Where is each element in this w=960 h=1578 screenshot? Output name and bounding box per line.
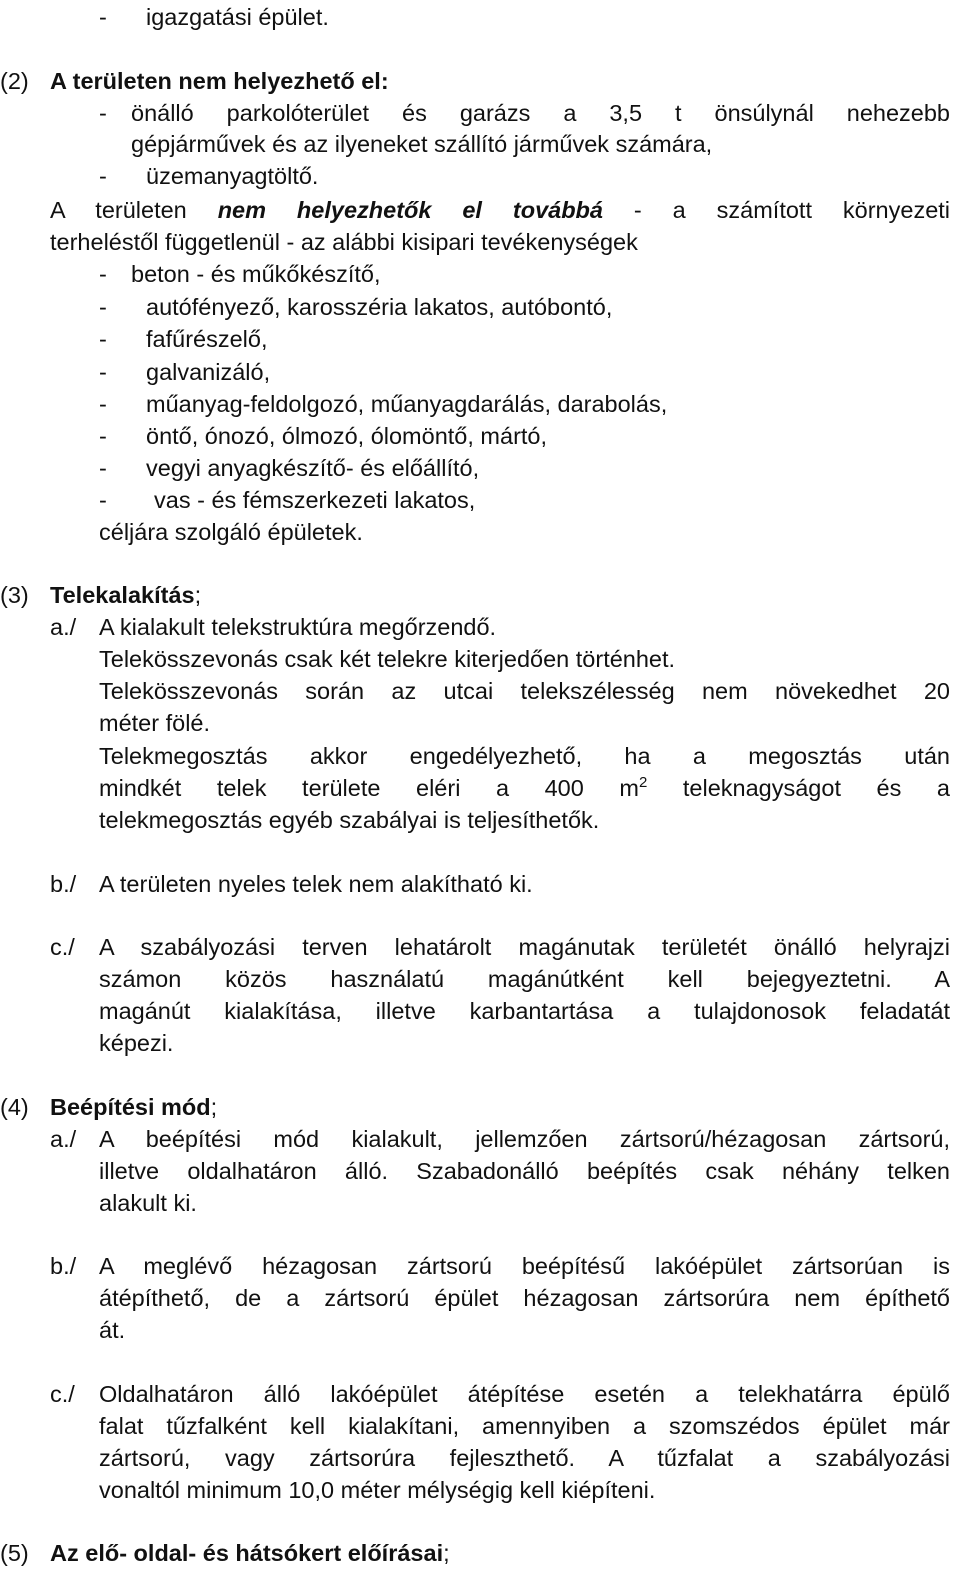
list-dash: - xyxy=(99,391,107,417)
heading-text: Telekalakítás xyxy=(50,582,195,608)
list-dash: - xyxy=(99,163,107,189)
list-item: galvanizáló, xyxy=(146,359,271,385)
paragraph-text: A területen xyxy=(50,197,187,223)
section-heading xyxy=(50,1092,217,1122)
list-item: beton - és műkőkészítő, xyxy=(131,261,381,287)
list-dash: - xyxy=(99,100,107,126)
paragraph-line: A beépítési mód kialakult, jellemzően zártsorú/hézagosan zártsorú, xyxy=(99,1126,950,1152)
paragraph-line: A meglévő hézagosan zártsorú beépítésű lakóépület zártsorúan is xyxy=(99,1253,950,1279)
paragraph-line: céljára szolgáló épületek. xyxy=(99,519,363,545)
list-item: önálló parkolóterület és garázs a 3,5 t önsúlynál nehezebb xyxy=(131,100,950,126)
paragraph-line: A területen nyeles telek nem alakítható ki. xyxy=(99,871,533,897)
list-item: igazgatási épület. xyxy=(146,4,329,30)
superscript: 2 xyxy=(638,774,648,791)
paragraph-line: zártsorú, vagy zártsorúra fejleszthető. A tűzfalat a szabályozási xyxy=(99,1445,950,1471)
paragraph-line: A szabályozási terven lehatárolt magánutak területét önálló helyrajzi xyxy=(99,934,950,960)
heading-punct: ; xyxy=(443,1540,450,1566)
paragraph-line: Oldalhatáron álló lakóépület átépítése esetén a telekhatárra épülő xyxy=(99,1381,950,1407)
list-item: üzemanyagtöltő. xyxy=(146,163,319,189)
item-label: a./ xyxy=(50,614,77,640)
list-item: öntő, ónozó, ólmozó, ólomöntő, mártó, xyxy=(146,423,548,449)
list-item-continuation: gépjárművek és az ilyeneket szállító járművek számára, xyxy=(131,131,713,157)
section-heading xyxy=(50,580,201,610)
list-item: műanyag-feldolgozó, műanyagdarálás, darabolás, xyxy=(146,391,668,417)
list-dash: - xyxy=(99,423,107,449)
item-label: c./ xyxy=(50,934,75,960)
list-item: vas - és fémszerkezeti lakatos, xyxy=(154,487,476,513)
list-item: autófényező, karosszéria lakatos, autóbontó, xyxy=(146,294,613,320)
section-number: (4) xyxy=(0,1094,29,1120)
paragraph-text: - a számított környezeti xyxy=(633,197,951,223)
list-item: fafűrészelő, xyxy=(146,326,268,352)
item-label: b./ xyxy=(50,1253,77,1279)
paragraph-line: méter fölé. xyxy=(99,710,211,736)
list-dash: - xyxy=(99,261,107,287)
emphasis-text: nem helyezhetők el továbbá xyxy=(217,197,603,223)
heading-text: Az elő- oldal- és hátsókert előírásai xyxy=(50,1540,444,1566)
item-label: c./ xyxy=(50,1381,75,1407)
list-dash: - xyxy=(99,4,107,30)
paragraph-line: illetve oldalhatáron álló. Szabadonálló beépítés csak néhány telken xyxy=(99,1158,950,1184)
list-dash: - xyxy=(99,326,107,352)
heading-text: Beépítési mód xyxy=(50,1094,211,1120)
paragraph-line: A kialakult telekstruktúra megőrzendő. xyxy=(99,614,497,640)
paragraph-text: teleknagyságot és a xyxy=(682,775,950,801)
list-item: vegyi anyagkészítő- és előállító, xyxy=(146,455,480,481)
paragraph-line: Telekmegosztás akkor engedélyezhető, ha a megosztás után xyxy=(99,743,950,769)
paragraph-line: átépíthető, de a zártsorú épület hézagosan zártsorúra nem építhető xyxy=(99,1285,950,1311)
list-dash: - xyxy=(99,455,107,481)
paragraph-line: Telekösszevonás során az utcai telekszélesség nem növekedhet 20 xyxy=(99,678,950,704)
section-number: (5) xyxy=(0,1540,29,1566)
paragraph-line: falat tűzfalként kell kialakítani, amennyiben a szomszédos épület már xyxy=(99,1413,950,1439)
paragraph-line: telekmegosztás egyéb szabályai is teljesíthetők. xyxy=(99,807,600,833)
section-heading xyxy=(50,1538,450,1568)
heading-punct: ; xyxy=(194,582,202,608)
paragraph-line: vonaltól minimum 10,0 méter mélységig kell kiépíteni. xyxy=(99,1477,656,1503)
item-label: b./ xyxy=(50,871,77,897)
paragraph-line xyxy=(99,773,950,807)
paragraph-line: Telekösszevonás csak két telekre kiterjedően történhet. xyxy=(99,646,676,672)
paragraph-line: terheléstől függetlenül - az alábbi kisipari tevékenységek xyxy=(50,229,638,255)
paragraph-line: magánút kialakítása, illetve karbantartása a tulajdonosok feladatát xyxy=(99,998,950,1024)
section-number: (2) xyxy=(0,68,29,94)
paragraph-line: át. xyxy=(99,1317,126,1343)
section-heading: A területen nem helyezhető el: xyxy=(50,68,389,94)
paragraph-line: képezi. xyxy=(99,1030,174,1056)
heading-punct: ; xyxy=(210,1094,218,1120)
paragraph-text: mindkét telek területe eléri a 400 m xyxy=(99,775,639,801)
item-label: a./ xyxy=(50,1126,77,1152)
list-dash: - xyxy=(99,359,107,385)
list-dash: - xyxy=(99,487,107,513)
paragraph-line: számon közös használatú magánútként kell bejegyeztetni. A xyxy=(99,966,950,992)
section-number: (3) xyxy=(0,582,29,608)
list-dash: - xyxy=(99,294,107,320)
paragraph-line: alakult ki. xyxy=(99,1190,197,1216)
paragraph-line xyxy=(50,195,950,225)
